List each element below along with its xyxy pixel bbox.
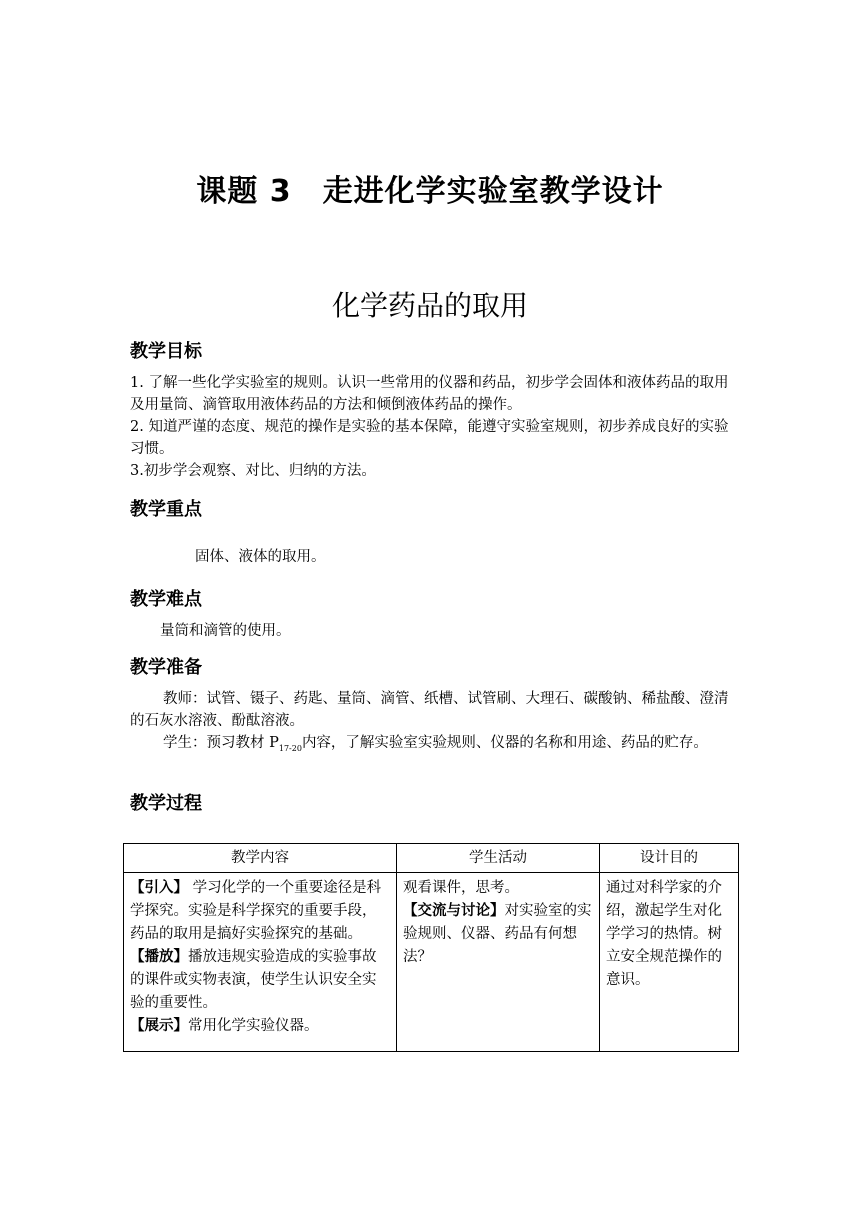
preparation-heading: 教学准备 [130,657,202,678]
page-title: 课题 3 走进化学实验室教学设计 [196,174,664,209]
activity-watch: 观看课件，思考。 [403,880,519,896]
key-points-heading: 教学重点 [130,499,202,520]
difficulties-text: 量筒和滴管的使用。 [160,623,291,639]
header-purpose: 设计目的 [600,844,739,873]
activity-discuss: 【交流与讨论】对实验室的实验规则、仪器、药品有何想法？ [403,903,592,965]
process-heading: 教学过程 [130,793,202,814]
activity-cell [397,873,600,1052]
preparation-teacher: 教师：试管、镊子、药匙、量筒、滴管、纸槽、试管刷、大理石、碳酸钠、稀盐酸、澄清的石灰水溶液、酚酞溶液。 [130,691,729,729]
content-show: 【展示】常用化学实验仪器。 [130,1018,319,1034]
objective-item-1: 1. 了解一些化学实验室的规则。认识一些常用的仪器和药品，初步学会固体和液体药品的取用及用量筒、滴管取用液体药品的方法和倾倒液体药品的操作。 [130,375,729,413]
section-subtitle: 化学药品的取用 [331,289,528,322]
content-play: 【播放】播放违规实验造成的实验事故的课件或实物表演，使学生认识安全实验的重要性。 [130,949,377,1011]
difficulties-heading: 教学难点 [130,589,202,610]
page-range: 17-20 [278,743,302,753]
content-cell [124,873,397,1052]
objectives-heading: 教学目标 [130,341,202,362]
purpose-cell: 通过对科学家的介绍，激起学生对化学学习的热情。树立安全规范操作的意识。 [600,873,739,1052]
key-points-text: 固体、液体的取用。 [195,549,326,565]
content-intro: 【引入】 学习化学的一个重要途径是科学探究。实验是科学探究的重要手段，药品的取用是搞好实验探究的基础。 [130,880,382,942]
header-activity: 学生活动 [397,844,600,873]
process-table [123,843,739,1052]
table-row [124,873,739,1052]
preparation-student: 学生：预习教材 $P_{17-20}$内容，了解实验室实验规则、仪器的名称和用途、药品的贮存。 [163,735,708,753]
objective-item-2: 2. 知道严谨的态度、规范的操作是实验的基本保障，能遵守实验室规则，初步养成良好的实验习惯。 [130,419,729,457]
table-header-row [124,844,739,873]
header-content: 教学内容 [124,844,397,873]
objective-item-3: 3.初步学会观察、对比、归纳的方法。 [130,463,376,479]
